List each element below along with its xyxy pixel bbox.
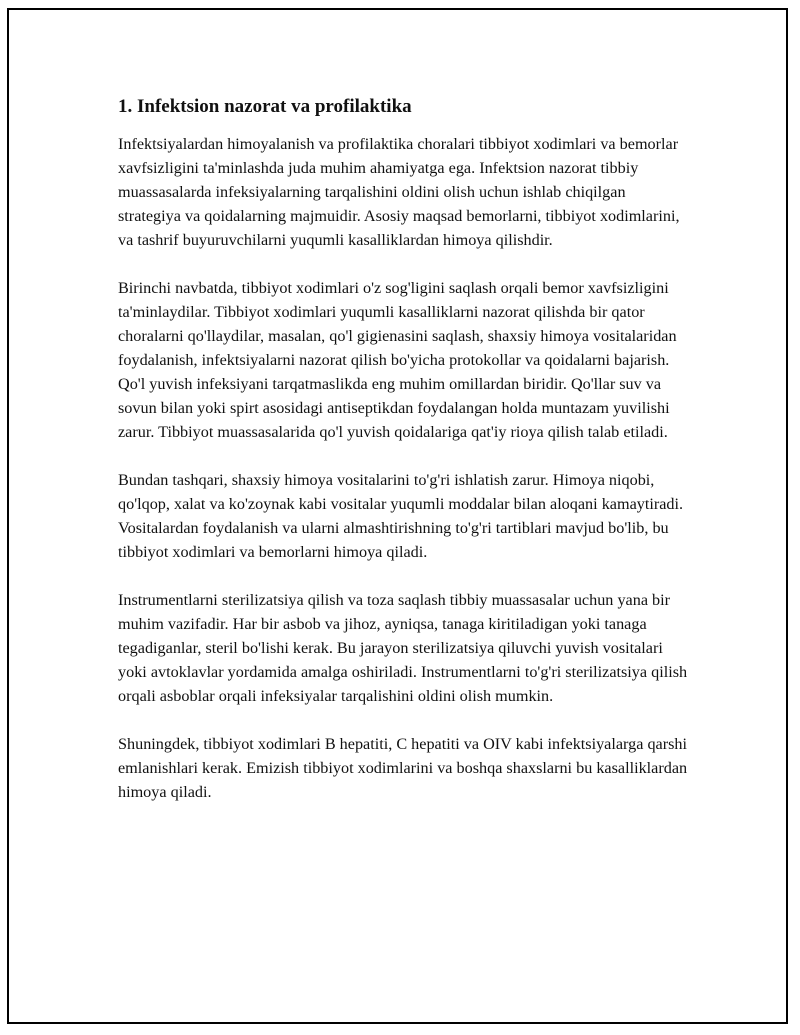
paragraph-hand-hygiene: Birinchi navbatda, tibbiyot xodimlari o'z sog'ligini saqlash orqali bemor xavfsizligini ta'minlaydilar. Tibbiyot xodimlari yuqumli kasalliklarni nazorat qilishda bir qator choralarni qo'llaydilar, masalan, qo'l gigienasini saqlash, shaxsiy himoya vositalaridan foydalanish, infektsiyalarni nazorat qilish bo'yicha protokollar va qoidalarni bajarish. Qo'l yuvish infeksiyani tarqatmaslikda eng muhim omillardan biridir. Qo'llar suv va sovun bilan yoki spirt asosidagi antiseptikdan foydalangan holda muntazam yuvilishi zarur. Tibbiyot muassasalarida qo'l yuvish qoidalariga qat'iy rioya qilish talab etiladi. <box>118 279 677 441</box>
paragraph-intro: Infektsiyalardan himoyalanish va profilaktika choralari tibbiyot xodimlari va bemorlar xavfsizligini ta'minlashda juda muhim ahamiyatga ega. Infektsion nazorat tibbiy muassasalarda infeksiyalarning tarqalishini oldini olish uchun ishlab chiqilgan strategiya va qoidalarning majmuidir. Asosiy maqsad bemorlarni, tibbiyot xodimlarini, va tashrif buyuruvchilarni yuqumli kasalliklardan himoya qilishdir. <box>118 135 680 249</box>
paragraph-vaccination: Shuningdek, tibbiyot xodimlari B hepatiti, C hepatiti va OIV kabi infektsiyalarga qarshi emlanishlari kerak. Emizish tibbiyot xodimlarini va boshqa shaxslarni bu kasalliklardan himoya qiladi. <box>118 735 688 801</box>
paragraph-sterilization: Instrumentlarni sterilizatsiya qilish va toza saqlash tibbiy muassasalar uchun yana bir muhim vazifadir. Har bir asbob va jihoz, ayniqsa, tanaga kiritiladigan yoki tanaga tegadiganlar, steril bo'lishi kerak. Bu jarayon sterilizatsiya qiluvchi yuvish vositalari yoki avtoklavlar yordamida amalga oshiriladi. Instrumentlarni to'g'ri sterilizatsiya qilish orqali asboblar orqali infeksiyalar tarqalishini oldini olish mumkin. <box>118 591 688 705</box>
document-body <box>118 94 688 828</box>
section-heading: 1. Infektsion nazorat va profilaktika <box>118 96 412 117</box>
paragraph-protective-equipment: Bundan tashqari, shaxsiy himoya vositalarini to'g'ri ishlatish zarur. Himoya niqobi, qo'lqop, xalat va ko'zoynak kabi vositalar yuqumli moddalar bilan aloqani kamaytiradi. Vositalardan foydalanish va ularni almashtirishning to'g'ri tartiblari mavjud bo'lib, bu tibbiyot xodimlari va bemorlarni himoya qiladi. <box>118 471 684 561</box>
